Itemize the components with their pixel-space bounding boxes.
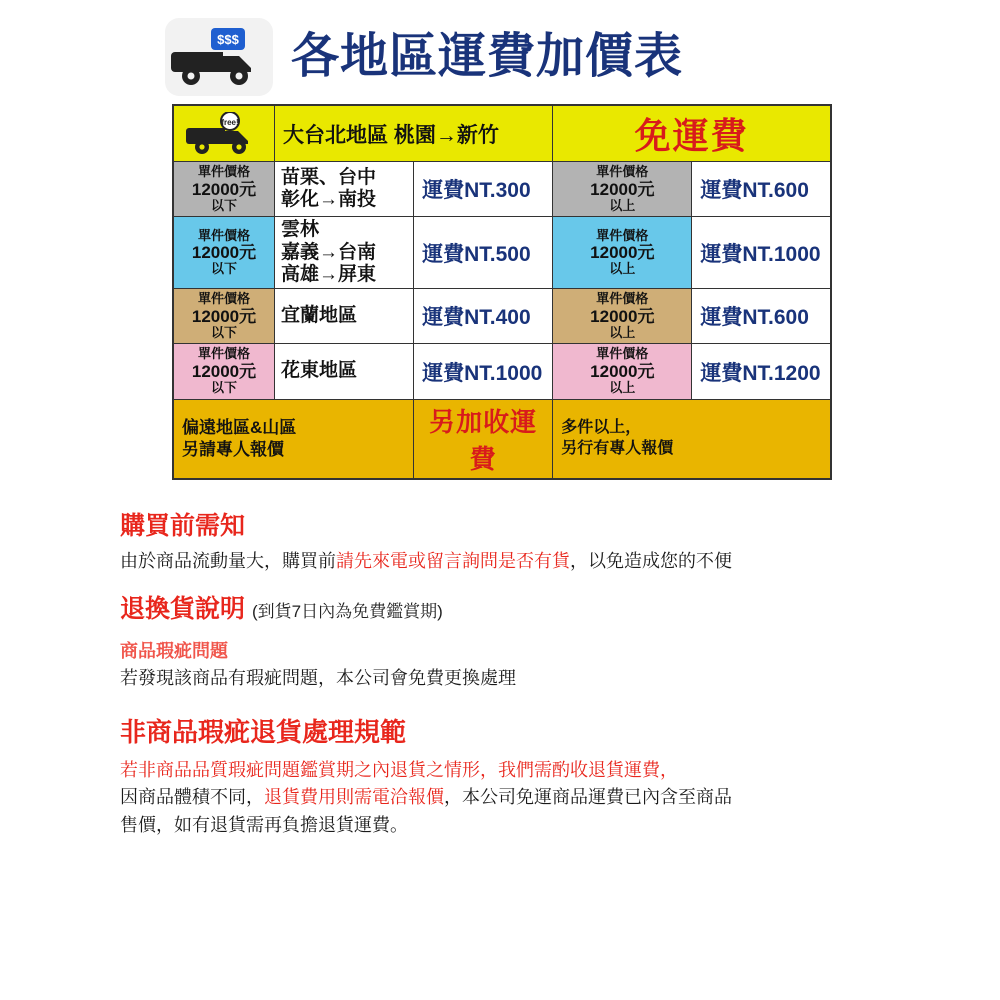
fee-right: 運費NT.1000 bbox=[692, 217, 831, 289]
multi-item-label: 多件以上， 另行有專人報價 bbox=[553, 399, 831, 479]
price-condition-right: 單件價格 12000元 以上 bbox=[553, 162, 692, 217]
non-defect-line3 bbox=[120, 812, 910, 840]
price-condition-left: 單件價格 12000元 以下 bbox=[173, 162, 275, 217]
price-condition-right: 單件價格 12000元 以上 bbox=[553, 217, 692, 289]
remote-area-label: 偏遠地區&山區 另請專人報價 bbox=[173, 399, 414, 479]
return-policy-title bbox=[120, 589, 910, 625]
fee-left: 運費NT.400 bbox=[414, 289, 553, 344]
defect-body: 若發現該商品有瑕疵問題，本公司會免費更換處理 bbox=[120, 667, 516, 688]
fee-right: 運費NT.600 bbox=[692, 162, 831, 217]
non-defect-line2 bbox=[120, 784, 910, 812]
non-defect-line3-text: 售價，如有退貨需再負擔退貨運費。 bbox=[120, 815, 408, 836]
return-policy-title-text: 退換貨說明 bbox=[120, 594, 246, 623]
table-row bbox=[173, 289, 831, 344]
region-label: 花東地區 bbox=[275, 344, 414, 399]
defect-subtitle: 商品瑕疵問題 bbox=[120, 640, 228, 661]
shipping-rate-table bbox=[172, 104, 832, 480]
price-condition-left: 單件價格 12000元 以下 bbox=[173, 289, 275, 344]
notes-section bbox=[120, 506, 910, 841]
region-label: 雲林 嘉義→台南 高雄→屏東 bbox=[275, 217, 414, 289]
table-row bbox=[173, 217, 831, 289]
before-purchase-body-part1: 由於商品流動量大，購買前 bbox=[120, 550, 336, 571]
page-title: 各地區運費加價表 bbox=[291, 30, 684, 83]
fee-left: 運費NT.500 bbox=[414, 217, 553, 289]
table-row bbox=[173, 344, 831, 399]
non-defect-line2-emphasis: 退貨費用則需電洽報價 bbox=[264, 787, 444, 808]
before-purchase-body bbox=[120, 548, 910, 575]
price-condition-right: 單件價格 12000元 以上 bbox=[553, 344, 692, 399]
truck-icon bbox=[165, 18, 273, 96]
price-condition-left: 單件價格 12000元 以下 bbox=[173, 217, 275, 289]
page-header bbox=[0, 0, 1000, 104]
return-policy-title-sub: (到貨7日內為免費鑑賞期) bbox=[251, 601, 443, 621]
svg-text:free!: free! bbox=[221, 117, 239, 127]
fee-left: 運費NT.1000 bbox=[414, 344, 553, 399]
table-body bbox=[173, 105, 831, 479]
fee-right: 運費NT.1200 bbox=[692, 344, 831, 399]
region-label: 苗栗、台中 彰化→南投 bbox=[275, 162, 414, 217]
before-purchase-title: 購買前需知 bbox=[120, 511, 246, 540]
fee-left: 運費NT.300 bbox=[414, 162, 553, 217]
table-row-free bbox=[173, 105, 831, 162]
non-defect-line2-part-b: ，本公司免運商品運費已內含至商品 bbox=[444, 787, 732, 808]
extra-fee-label: 另加收運費 bbox=[414, 399, 553, 479]
table-row-remote bbox=[173, 399, 831, 479]
table-row bbox=[173, 162, 831, 217]
before-purchase-body-part2: ，以免造成您的不便 bbox=[570, 550, 732, 571]
non-defect-line1: 若非商品品質瑕疵問題鑑賞期之內退貨之情形，我們需酌收退貨運費， bbox=[120, 759, 678, 780]
non-defect-line2-part-a: 因商品體積不同， bbox=[120, 787, 264, 808]
free-shipping-label: 免運費 bbox=[553, 105, 831, 162]
region-label: 宜蘭地區 bbox=[275, 289, 414, 344]
fee-right: 運費NT.600 bbox=[692, 289, 831, 344]
top-region-label: 大台北地區 桃園→新竹 bbox=[275, 105, 553, 162]
price-condition-left: 單件價格 12000元 以下 bbox=[173, 344, 275, 399]
svg-text:$$$: $$$ bbox=[217, 32, 239, 47]
truck-free-icon bbox=[173, 105, 275, 162]
non-defect-title: 非商品瑕疵退貨處理規範 bbox=[120, 716, 407, 747]
price-condition-right: 單件價格 12000元 以上 bbox=[553, 289, 692, 344]
before-purchase-body-emphasis: 請先來電或留言詢問是否有貨 bbox=[336, 550, 570, 571]
